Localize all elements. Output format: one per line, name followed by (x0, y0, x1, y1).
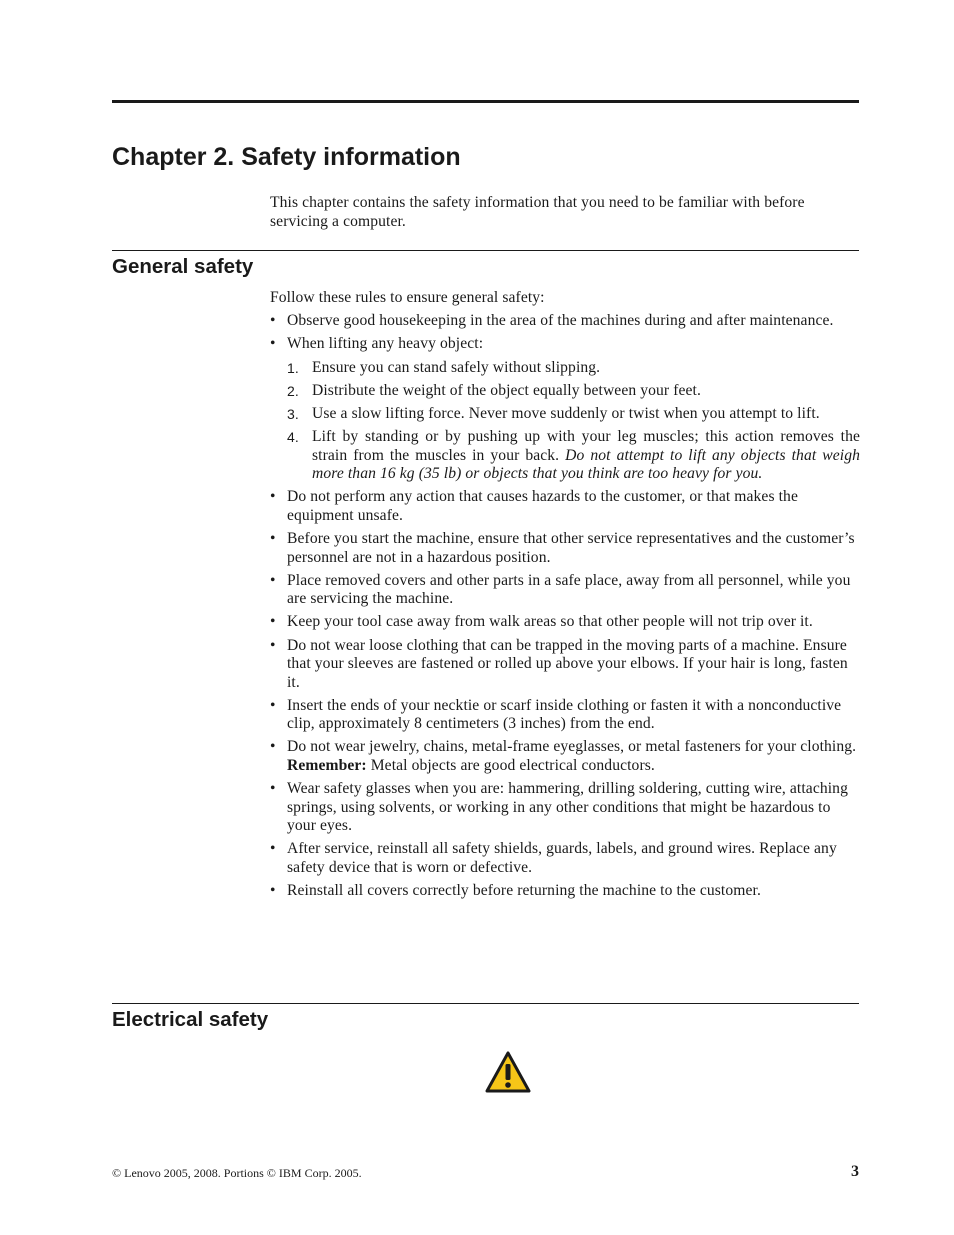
lifting-step: 1. Ensure you can stand safely without slipping. (287, 358, 601, 376)
chapter-top-rule (112, 100, 859, 103)
list-item: • Do not wear jewelry, chains, metal-frame eyeglasses, or metal fasteners for your clothing. Remember: Metal objects are good electrical conductors. (270, 738, 860, 775)
list-item: • When lifting any heavy object: 1. Ensure you can stand safely without slipping. 2. Distribute the weight of the object equally between your feet. 3. Use a slow lifting force. Never move suddenly or twist when you attempt to lift. 4. Lift by standing or by pushing up with your leg muscles; this action removes the strain from the muscles in your back. Do not attempt to lift any objects that weigh more than 16 kg (35 lb) or objects that you think are too heavy for you. (270, 335, 860, 483)
general-safety-heading: General safety (112, 255, 254, 278)
general-safety-list (270, 312, 860, 901)
bullet: • (270, 571, 276, 589)
list-item: • Reinstall all covers correctly before returning the machine to the customer. (270, 882, 761, 900)
list-item: • After service, reinstall all safety shields, guards, labels, and ground wires. Replace any safety device that is worn or defective. (270, 840, 837, 877)
bullet: • (270, 738, 276, 756)
remember-label: Remember: (287, 757, 367, 775)
list-item: • Observe good housekeeping in the area of the machines during and after maintenance. (270, 312, 834, 330)
bullet: • (270, 696, 276, 714)
bullet: • (270, 613, 276, 631)
bullet: • (270, 335, 276, 353)
lifting-step: 4. Lift by standing or by pushing up with your leg muscles; this action removes the strain from the muscles in your back. Do not attempt to lift any objects that weigh more than 16 kg (35 lb) or objects that you think are too heavy for you. (287, 428, 860, 483)
bullet: • (270, 840, 276, 858)
list-item: • Do not wear loose clothing that can be trapped in the moving parts of a machine. Ensure that your sleeves are fastened or rolled up above your elbows. If your hair is long, fasten it. (270, 636, 848, 691)
bullet: • (270, 882, 276, 900)
chapter-intro-text: This chapter contains the safety information that you need to be familiar with before servicing a computer. (270, 194, 805, 230)
remember-note (287, 757, 860, 776)
bullet: • (270, 312, 276, 330)
general-safety-rule (112, 250, 859, 251)
bullet: • (270, 530, 276, 548)
page-number: 3 (851, 1163, 859, 1180)
list-item: • Do not perform any action that causes hazards to the customer, or that makes the equipment unsafe. (270, 488, 798, 524)
list-item: • Wear safety glasses when you are: hammering, drilling soldering, cutting wire, attaching springs, using solvents, or working in any other conditions that might be hazardous to your eyes. (270, 780, 848, 835)
list-item: • Before you start the machine, ensure that other service representatives and the customer’s personnel are not in a hazardous position. (270, 530, 855, 566)
lifting-step: 2. Distribute the weight of the object equally between your feet. (287, 381, 701, 399)
bullet: • (270, 780, 276, 798)
copyright: © Lenovo 2005, 2008. Portions © IBM Corp. 2005. (112, 1166, 362, 1180)
list-item: • Keep your tool case away from walk areas so that other people will not trip over it. (270, 613, 813, 631)
remember-text: Metal objects are good electrical conductors. (370, 757, 655, 775)
lifting-weight-warning: Do not attempt to lift any objects that weigh more than 16 kg (35 lb) or objects that you think are too heavy for you. (312, 446, 860, 483)
bullet: • (270, 636, 276, 654)
electrical-safety-rule (112, 1003, 859, 1004)
chapter-intro (270, 194, 860, 231)
bullet: • (270, 488, 276, 506)
lifting-steps-list (287, 359, 860, 484)
list-item: • Place removed covers and other parts in a safe place, away from all personnel, while you are servicing the machine. (270, 571, 851, 608)
list-item: • Insert the ends of your necktie or scarf inside clothing or fasten it with a nonconductive clip, approximately 8 centimeters (3 inches) from the end. (270, 696, 842, 733)
general-safety-lead: Follow these rules to ensure general safety: (270, 289, 545, 306)
lifting-step: 3. Use a slow lifting force. Never move suddenly or twist when you attempt to lift. (287, 404, 820, 422)
warning-triangle-icon (484, 1050, 532, 1094)
chapter-title: Chapter 2. Safety information (112, 143, 461, 171)
electrical-safety-heading: Electrical safety (112, 1008, 269, 1031)
general-safety-body (270, 289, 860, 905)
